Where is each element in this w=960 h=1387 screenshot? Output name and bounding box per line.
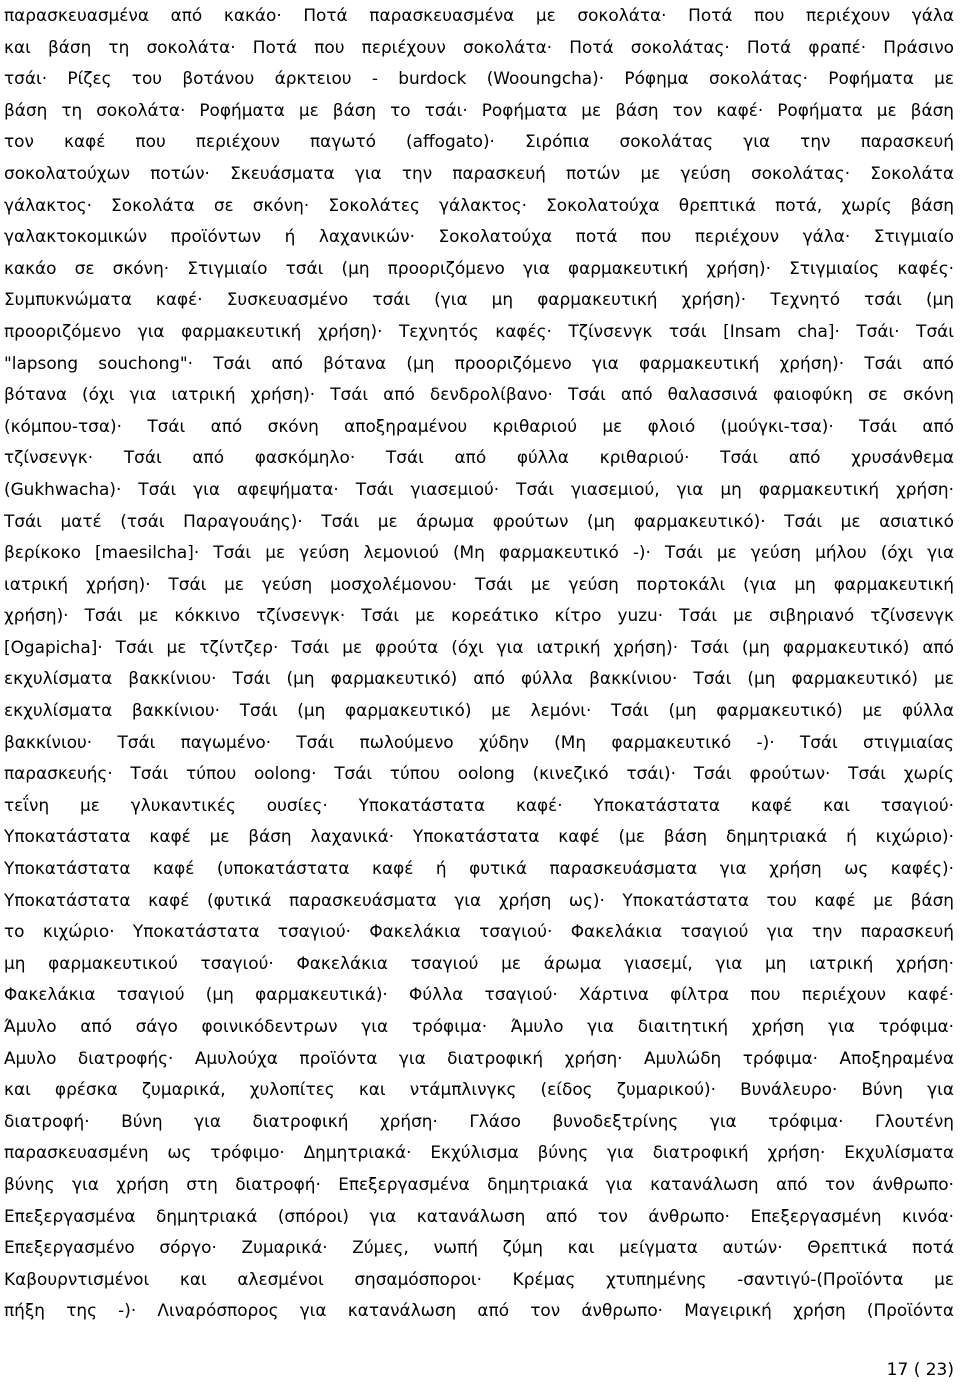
text-line: χρήση)· Τσάι με κόκκινο τζίνσενγκ· Τσάι με κορεάτικο κίτρο yuzu· Τσάι με σιβηριανό τζίνσενγκ [4,605,954,626]
text-line: Τσάι ματέ (τσάι Παραγουάης)· Τσάι με άρωμα φρούτων (μη φαρμακευτικό)· Τσάι με ασιατικό [4,510,954,531]
document-body [4,0,954,1327]
text-line: Φακελάκια τσαγιού (μη φαρμακευτικά)· Φύλλα τσαγιού· Χάρτινα φίλτρα που περιέχουν καφέ· [4,984,954,1005]
text-line: διατροφή· Βύνη για διατροφική χρήση· Γλάσο βυνοδεξτρίνης για τρόφιμα· Γλουτένη [4,1110,954,1131]
text-line: και βάση τη σοκολάτα· Ποτά που περιέχουν σοκολάτα· Ποτά σοκολάτας· Ποτά φραπέ· Πράσινο [4,36,954,57]
text-line: γαλακτοκομικών προϊόντων ή λαχανικών· Σοκολατούχα ποτά που περιέχουν γάλα· Στιγμιαίο [4,226,954,247]
text-line: τσάι· Ρίζες του βοτάνου άρκτειου - burdock (Wooungcha)· Ρόφημα σοκολάτας· Ροφήματα με [4,68,954,89]
text-line: (Gukhwacha)· Τσάι για αφεψήματα· Τσάι γιασεμιού· Τσάι γιασεμιού, για μη φαρμακευτική χρήση· [4,478,954,499]
text-line: Καβουρντισμένοι και αλεσμένοι σησαμόσποροι· Κρέμας χτυπημένης -σαντιγύ-(Προϊόντα με [4,1268,954,1289]
text-line: Υποκατάστατα καφέ (φυτικά παρασκευάσματα για χρήση ως)· Υποκατάστατα του καφέ με βάση [4,889,954,910]
text-line: βάση τη σοκολάτα· Ροφήματα με βάση το τσάι· Ροφήματα με βάση τον καφέ· Ροφήματα με βάση [4,99,954,120]
text-line: βακκίνιου· Τσάι παγωμένο· Τσάι πωλούμενο χύδην (Μη φαρμακευτικό -)· Τσάι στιγμιαίας [4,731,954,752]
text-line: γάλακτος· Σοκολάτα σε σκόνη· Σοκολάτες γάλακτος· Σοκολατούχα θρεπτικά ποτά, χωρίς βάση [4,194,954,215]
text-line: βύνης για χρήση στη διατροφή· Επεξεργασμένα δημητριακά για κατανάλωση από τον άνθρωπο· [4,1173,954,1194]
text-line: Επεξεργασμένα δημητριακά (σπόροι) για κατανάλωση από τον άνθρωπο· Επεξεργασμένη κινόα· [4,1205,954,1226]
text-line: τον καφέ που περιέχουν παγωτό (affogato)· Σιρόπια σοκολάτας για την παρασκευή [4,131,954,152]
text-line: προοριζόμενο για φαρμακευτική χρήση)· Τεχνητός καφές· Τζίνσενγκ τσάι [Insam cha]· Τσάι· Τσάι [4,320,954,341]
text-line: εκχυλίσματα βακκίνιου· Τσάι (μη φαρμακευτικό) από φύλλα βακκίνιου· Τσάι (μη φαρμακευτικό) με [4,668,954,689]
text-line: σοκολατούχων ποτών· Σκευάσματα για την παρασκευή ποτών με γεύση σοκολάτας· Σοκολάτα [4,162,954,183]
text-line: ιατρική χρήση)· Τσάι με γεύση μοσχολέμονου· Τσάι με γεύση πορτοκάλι (για μη φαρμακευτική [4,573,954,594]
text-line: Υποκατάστατα καφέ (υποκατάστατα καφέ ή φυτικά παρασκευάσματα για χρήση ως καφές)· [4,858,954,879]
text-line: Συμπυκνώματα καφέ· Συσκευασμένο τσάι (για μη φαρμακευτική χρήση)· Τεχνητό τσάι (μη [4,289,954,310]
text-line: πήξη της -)· Λιναρόσπορος για κατανάλωση από τον άνθρωπο· Μαγειρική χρήση (Προϊόντα [4,1300,954,1321]
page-number: 17 ( 23) [886,1360,954,1380]
text-line: παρασκευασμένα από κακάο· Ποτά παρασκευασμένα με σοκολάτα· Ποτά που περιέχουν γάλα [4,5,954,25]
text-line: κακάο σε σκόνη· Στιγμιαίο τσάι (μη προοριζόμενο για φαρμακευτική χρήση)· Στιγμιαίος καφές· [4,257,954,278]
text-line: βερίκοκο [maesilcha]· Τσάι με γεύση λεμονιού (Μη φαρμακευτικό -)· Τσάι με γεύση μήλου (όχι για [4,542,954,563]
text-line: μη φαρμακευτικού τσαγιού· Φακελάκια τσαγιού με άρωμα γιασεμί, για μη ιατρική χρήση· [4,952,954,973]
text-line: παρασκευασμένη ως τρόφιμο· Δημητριακά· Εκχύλισμα βύνης για διατροφική χρήση· Εκχυλίσματα [4,1142,954,1163]
text-line: [Ogapicha]· Τσάι με τζίντζερ· Τσάι με φρούτα (όχι για ιατρική χρήση)· Τσάι (μη φαρμακευτικό) από [4,636,954,657]
text-line: τεΐνη με γλυκαντικές ουσίες· Υποκατάστατα καφέ· Υποκατάστατα καφέ και τσαγιού· [4,794,954,815]
text-line: τζίνσενγκ· Τσάι από φασκόμηλο· Τσάι από φύλλα κριθαριού· Τσάι από χρυσάνθεμα [4,447,954,468]
text-line: Αμυλο διατροφής· Αμυλούχα προϊόντα για διατροφική χρήση· Αμυλώδη τρόφιμα· Αποξηραμένα [4,1047,954,1068]
text-line: εκχυλίσματα βακκίνιου· Τσάι (μη φαρμακευτικό) με λεμόνι· Τσάι (μη φαρμακευτικό) με φύλλα [4,700,954,721]
text-line: και φρέσκα ζυμαρικά, χυλοπίτες και ντάμπλινγκς (είδος ζυμαρικού)· Βυνάλευρο· Βύνη για [4,1079,954,1100]
text-line: Επεξεργασμένο σόργο· Ζυμαρικά· Ζύμες, νωπή ζύμη και μείγματα αυτών· Θρεπτικά ποτά [4,1237,954,1258]
text-line: (κόμπου-τσα)· Τσάι από σκόνη αποξηραμένου κριθαριού με φλοιό (μούγκι-τσα)· Τσάι από [4,415,954,436]
text-line: Υποκατάστατα καφέ με βάση λαχανικά· Υποκατάστατα καφέ (με βάση δημητριακά ή κιχώριο)· [4,826,954,847]
text-line: βότανα (όχι για ιατρική χρήση)· Τσάι από δενδρολίβανο· Τσάι από θαλασσινά φαιοφύκη σε σκόνη [4,384,954,405]
text-line: το κιχώριο· Υποκατάστατα τσαγιού· Φακελάκια τσαγιού· Φακελάκια τσαγιού για την παρασκευή [4,921,954,942]
text-line: Άμυλο από σάγο φοινικόδεντρων για τρόφιμα· Άμυλο για διαιτητική χρήση για τρόφιμα· [4,1016,954,1036]
text-line: "lapsong souchong"· Τσάι από βότανα (μη προοριζόμενο για φαρμακευτική χρήση)· Τσάι από [4,352,954,373]
text-line: παρασκευής· Τσάι τύπου oolong· Τσάι τύπου oolong (κινεζικό τσάι)· Τσάι φρούτων· Τσάι χωρίς [4,763,954,784]
